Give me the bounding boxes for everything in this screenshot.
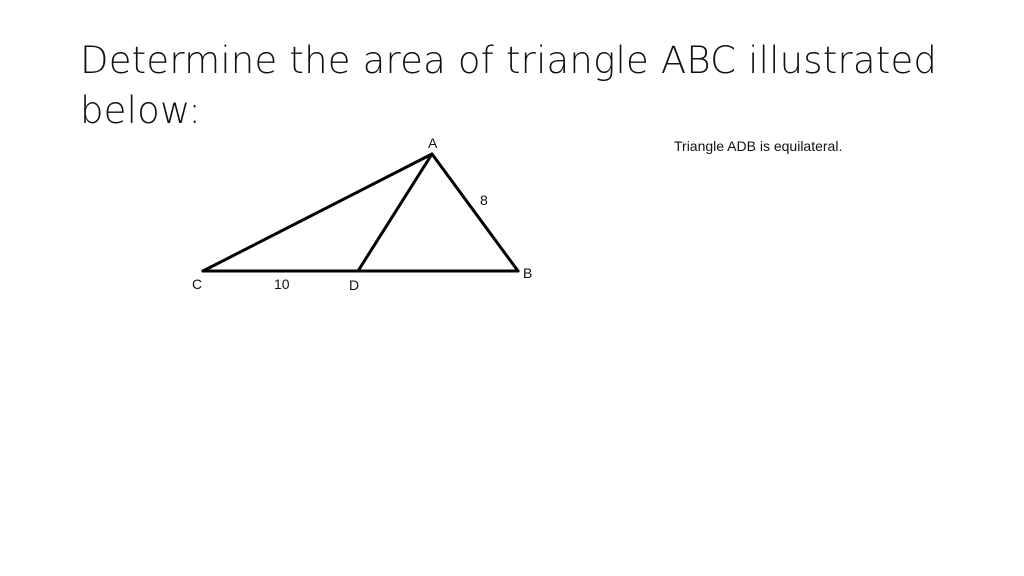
vertex-label-D: D: [349, 277, 360, 293]
vertex-label-A: A: [428, 135, 438, 151]
side-label-AB: 8: [480, 192, 488, 208]
equilateral-note: Triangle ADB is equilateral.: [674, 138, 843, 154]
segment-AB: [432, 154, 518, 271]
side-label-CD: 10: [274, 276, 290, 292]
vertex-label-C: C: [192, 276, 203, 292]
segment-CA: [203, 154, 432, 271]
vertex-label-B: B: [523, 265, 533, 281]
slide-title: Determine the area of triangle ABC illustrated below:: [80, 39, 938, 132]
